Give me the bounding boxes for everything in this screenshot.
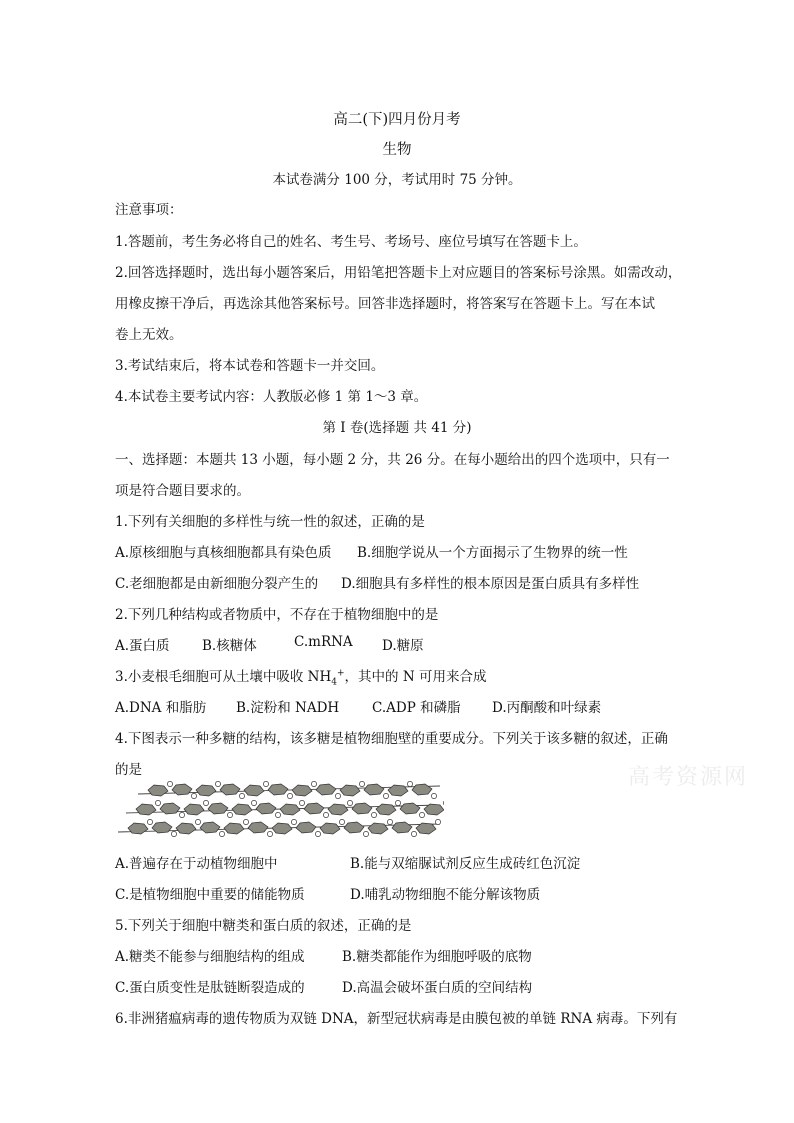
oxygen-atom [431,793,436,798]
watermark: 高考资源网 [628,765,749,790]
glucose-unit [176,819,201,834]
oxygen-atom [383,793,388,798]
q1-option-a: A.原核细胞与真核细胞都具有染色质 [115,545,332,561]
question-4-stem: 4.下图表示一种多糖的结构，该多糖是植物细胞壁的重要成分。下列关于该多糖的叙述，正确 [115,731,668,747]
glucose-unit [416,819,441,834]
oxygen-atom [359,781,364,786]
glucose-unit [304,803,329,818]
q1-option-b: B.细胞学说从一个方面揭示了生物界的统一性 [357,545,628,561]
exam-info: 本试卷满分 100 分，考试用时 75 分钟。 [272,172,522,188]
oxygen-atom [267,831,272,836]
oxygen-atom [395,800,400,805]
glucose-unit [316,784,341,799]
glucose-ring [208,803,228,814]
q2-option-a: A.蛋白质 [115,638,170,654]
glucose-ring [232,804,252,815]
glucose-ring [128,823,148,834]
question-3-stem [115,665,486,688]
notes-heading: 注意事项： [115,202,183,218]
glucose-ring [196,785,216,796]
glucose-ring [368,823,388,834]
oxygen-atom [203,800,208,805]
q4-option-b: B.能与双缩脲试剂反应生成砖红色沉淀 [350,856,581,872]
glucose-ring [392,822,412,833]
glucose-unit [344,822,369,837]
question-6-stem: 6.非洲猪瘟病毒的遗传物质为双链 DNA，新型冠状病毒是由膜包被的单链 RNA 病毒。下列有 [115,1011,678,1027]
oxygen-atom [287,793,292,798]
oxygen-atom [419,812,424,817]
q3-stem-text: ，其中的 N 可用来合成 [344,669,487,685]
glucose-unit [368,819,393,834]
glucose-ring [296,822,316,833]
oxygen-atom [155,800,160,805]
oxygen-atom [363,831,368,836]
glucose-unit [280,800,305,815]
oxygen-atom [299,800,304,805]
oxygen-atom [239,793,244,798]
glucose-ring [248,822,268,833]
q3-option-d: D.丙酮酸和叶绿素 [492,700,602,716]
oxygen-atom [443,800,444,805]
oxygen-atom [335,793,340,798]
q3-option-c: C.ADP 和磷脂 [372,700,461,716]
q3-stem-superscript: + [337,668,345,679]
glucose-ring [272,823,292,834]
oxygen-atom [171,831,176,836]
glucose-ring [268,784,288,795]
oxygen-atom [339,819,344,824]
oxygen-atom [243,819,248,824]
q3-stem-text: 3.小麦根毛细胞可从土壤中吸收 NH [115,669,332,685]
glucose-ring [224,823,244,834]
q4-option-a: A.普遍存在于动植物细胞中 [115,856,278,872]
glucose-ring [316,784,336,795]
note-item: 用橡皮擦干净后，再选涂其他答案标号。回答非选择题时，将答案写在答题卡上。写在本试 [115,296,655,312]
glucose-ring [184,804,204,815]
glucose-ring [220,784,240,795]
glucose-unit [184,800,209,815]
glucose-ring [412,784,432,795]
glucose-unit [388,781,413,796]
glucose-ring [136,804,156,815]
oxygen-atom [411,831,416,836]
oxygen-atom [251,800,256,805]
glucose-unit [292,781,317,796]
glucose-ring [200,822,220,833]
glucose-ring [352,803,372,814]
glucose-unit [148,781,173,796]
oxygen-atom [407,781,412,786]
glucose-unit [340,781,365,796]
glucose-unit [352,803,377,818]
glucose-unit [256,803,281,818]
note-item: 1.答题前，考生务必将自己的姓名、考生号、考场号、座位号填写在答题卡上。 [115,234,587,250]
glucose-unit [296,822,321,837]
q5-option-b: B.糖类都能作为细胞呼吸的底物 [342,949,532,965]
oxygen-atom [323,812,328,817]
oxygen-atom [195,819,200,824]
polysaccharide-structure-figure [118,776,444,842]
q1-option-c: C.老细胞都是由新细胞分裂产生的 [115,576,319,592]
q2-option-b: B.核糖体 [202,638,257,654]
oxygen-atom [215,781,220,786]
glucose-ring [328,804,348,815]
glucose-ring [280,804,300,815]
glucose-ring [148,785,168,796]
glucose-unit [244,781,269,796]
oxygen-atom [371,812,376,817]
glucose-unit [424,800,444,815]
oxygen-atom [435,819,440,824]
glucose-ring [244,785,264,796]
q4-option-c: C.是植物细胞中重要的储能物质 [115,887,305,903]
glucose-ring [364,784,384,795]
oxygen-atom [167,781,172,786]
glucose-ring [304,803,324,814]
glucose-ring [176,823,196,834]
question-2-stem: 2.下列几种结构或者物质中，不存在于植物细胞中的是 [115,607,439,623]
q4-option-d: D.哺乳动物细胞不能分解该物质 [350,887,541,903]
glucose-unit [128,819,153,834]
oxygen-atom [275,812,280,817]
question-5-stem: 5.下列关于细胞中糖类和蛋白质的叙述，正确的是 [115,918,412,934]
oxygen-atom [191,793,196,798]
glucose-unit [248,822,273,837]
subject-title: 生物 [382,142,412,158]
glucose-unit [152,822,177,837]
glucose-ring [376,804,396,815]
q1-option-d: D.细胞具有多样性的根本原因是蛋白质具有多样性 [341,576,640,592]
q3-option-b: B.淀粉和 NADH [236,700,340,716]
glucose-unit [196,781,221,796]
glucose-unit [224,819,249,834]
glucose-unit [136,800,161,815]
glucose-unit [172,784,197,799]
q3-stem-subscript: 4 [331,677,337,688]
glucose-ring [320,823,340,834]
question-1-stem: 1.下列有关细胞的多样性与统一性的叙述，正确的是 [115,514,425,530]
note-item: 3.考试结束后，将本试卷和答题卡一并交回。 [115,358,385,374]
note-item: 卷上无效。 [115,327,183,343]
oxygen-atom [315,831,320,836]
glucose-ring [344,822,364,833]
oxygen-atom [263,781,268,786]
oxygen-atom [291,819,296,824]
section-instruction: 项是符合题目要求的。 [115,483,250,499]
glucose-unit [160,803,185,818]
note-item: 2.回答选择题时，选出每小题答案后，用铅笔把答题卡上对应题目的答案标号涂黑。如需改动， [115,265,682,281]
oxygen-atom [179,812,184,817]
q2-option-d: D.糖原 [382,638,424,654]
section-title: 第 I 卷(选择题 共 41 分) [322,420,472,436]
q5-option-a: A.糖类不能参与细胞结构的组成 [115,949,305,965]
oxygen-atom [311,781,316,786]
oxygen-atom [387,819,392,824]
glucose-unit [272,819,297,834]
oxygen-atom [227,812,232,817]
glucose-unit [268,784,293,799]
glucose-unit [232,800,257,815]
glucose-ring [256,803,276,814]
glucose-unit [392,822,417,837]
glucose-ring [400,803,420,814]
oxygen-atom [147,819,152,824]
q5-option-d: D.高温会破坏蛋白质的空间结构 [342,980,533,996]
section-instruction: 一、选择题：本题共 13 小题，每小题 2 分，共 26 分。在每小题给出的四个选项中，只有一 [115,452,670,468]
oxygen-atom [219,831,224,836]
q5-option-c: C.蛋白质变性是肽链断裂造成的 [115,980,305,996]
q2-option-c: C.mRNA [294,634,353,650]
oxygen-atom [347,800,352,805]
glucose-unit [364,784,389,799]
note-item: 4.本试卷主要考试内容：人教版必修 1 第 1～3 章。 [115,389,428,405]
q3-option-a: A.DNA 和脂肪 [115,700,207,716]
glucose-ring [340,785,360,796]
glucose-unit [376,800,401,815]
question-4-stem: 的是 [115,762,142,778]
glucose-ring [292,785,312,796]
exam-title: 高二(下)四月份月考 [333,112,461,128]
